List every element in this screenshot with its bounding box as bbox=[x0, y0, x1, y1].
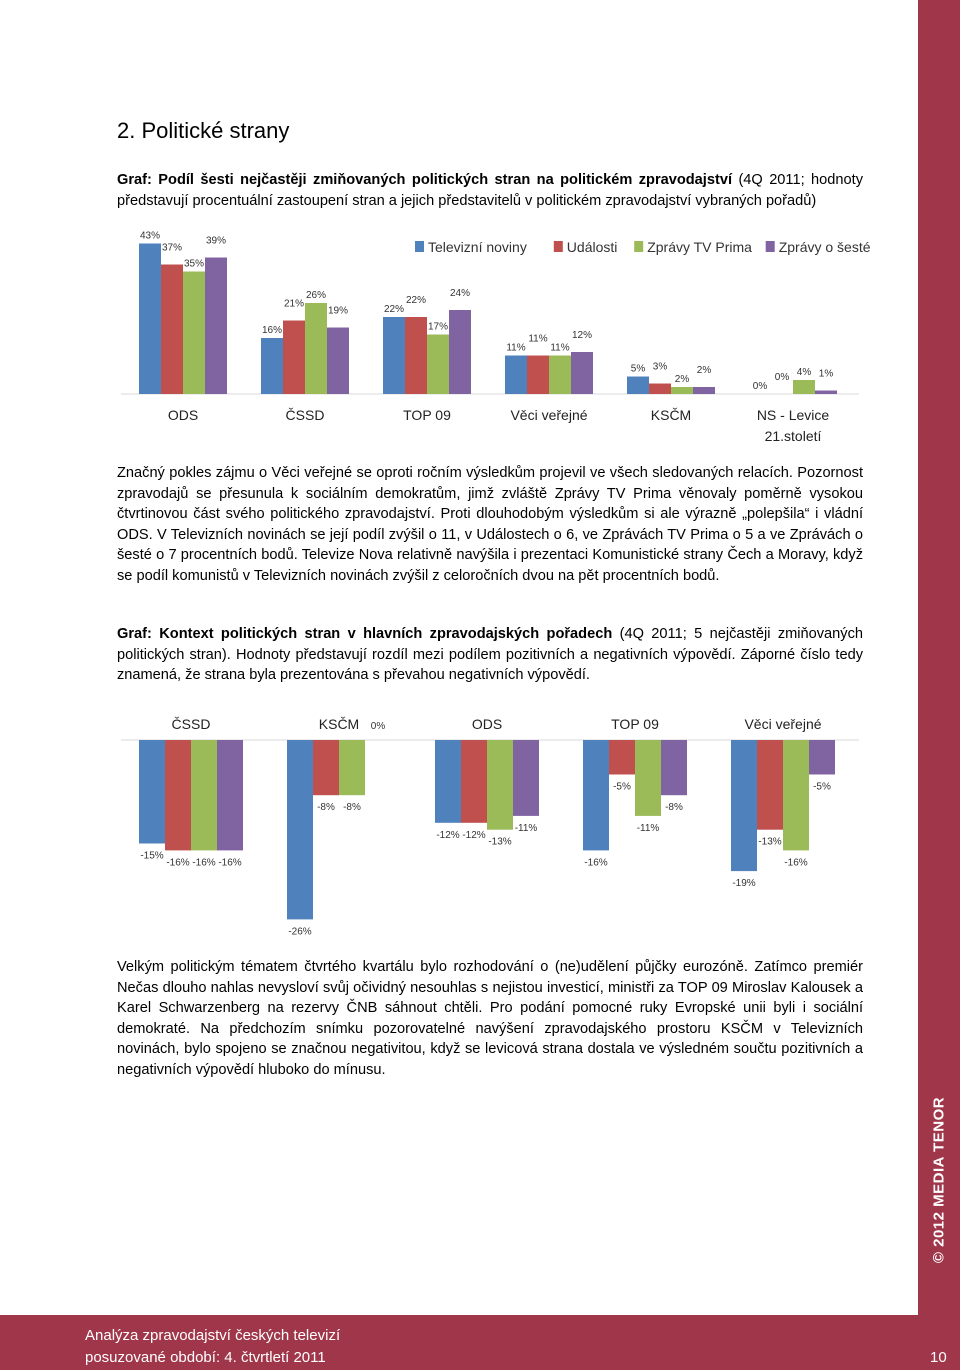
chart1-label-top-09-1: 22% bbox=[383, 304, 405, 315]
chart2-label-top-09-1: -16% bbox=[584, 857, 608, 869]
chart2-bar-ods-2 bbox=[461, 740, 487, 823]
footer-period: posuzované období: 4. čtvrtletí 2011 bbox=[85, 1349, 326, 1366]
chart1-label-veci-verejne-1: 11% bbox=[506, 342, 526, 354]
chart1-label-kscm-4: 2% bbox=[696, 365, 712, 376]
chart1-bar-top-09-2 bbox=[405, 317, 427, 394]
chart1-bar-top-09-4 bbox=[449, 310, 471, 394]
chart1-label-kscm-1: 5% bbox=[630, 363, 646, 375]
chart1-label-top-09-2: 22% bbox=[405, 295, 427, 306]
chart2-bar-kscm-2 bbox=[313, 740, 339, 795]
chart1-category-top-09: TOP 09 bbox=[403, 407, 451, 423]
chart1-bar-veci-verejne-1 bbox=[505, 356, 527, 395]
chart1-bar-top-09-3 bbox=[427, 335, 449, 395]
chart1-legend-zpravy-tv-prima: Zprávy TV Prima bbox=[647, 239, 752, 255]
chart1-label-kscm-2: 3% bbox=[652, 361, 668, 373]
chart1-bar-kscm-1 bbox=[627, 377, 649, 395]
chart1-legend-swatch-3 bbox=[634, 241, 643, 252]
chart2-bar-ods-4 bbox=[513, 740, 539, 816]
paragraph-1-part-a: Značný pokles zájmu o Věci veřejné se oproti ročním výsledkům projevil ve všech sledovaných relacích. Pozornost zpravodajů se přesunula k sociálním demokratům, jimž zvláště Zprávy TV Prima věnovaly poměrně vysokou čtvrtinovou část svého politického zpravodajství. Proti dlouhodobým výsledkům si ale výrazně „polepšila“ i vládní ODS. bbox=[117, 465, 863, 543]
chart2-bar-veci-verejne-2 bbox=[757, 740, 783, 830]
graph1-caption-bold: Graf: Podíl šesti nejčastěji zmiňovaných politických stran na politickém zpravodajství bbox=[117, 172, 733, 188]
chart2-label-ods-4: -11% bbox=[514, 822, 538, 834]
graph2-caption-rest: (4Q 2011; 5 nejčastěji zmiňovaných politických stran). Hodnoty představují rozdíl mezi podílem pozitivních a negativních výpovědí. Záporné číslo tedy znamená, že strana byla prezentována s převahou negativních výpovědí. bbox=[117, 626, 863, 683]
chart2-category-ods: ODS bbox=[471, 716, 503, 732]
graph2-caption-bold: Graf: Kontext politických stran v hlavních zpravodajských pořadech bbox=[117, 626, 613, 642]
chart2-bar-ods-1 bbox=[435, 740, 461, 823]
chart1-bar-kscm-3 bbox=[671, 387, 693, 394]
chart1-legend-swatch-4 bbox=[766, 241, 775, 252]
chart1-category-veci-verejne: Věci veřejné bbox=[510, 407, 588, 423]
chart2-bar-top-09-1 bbox=[583, 740, 609, 850]
chart1-bar-veci-verejne-3 bbox=[549, 356, 571, 395]
graph1-caption-rest: (4Q 2011; hodnoty představují procentuální zastoupení stran a jejich představitelů v politickém zpravodajství vybraných pořadů) bbox=[117, 172, 863, 209]
footer-title: Analýza zpravodajství českých televizí bbox=[85, 1327, 341, 1344]
chart1-bar-ods-3 bbox=[183, 272, 205, 395]
chart2-label-cssd-4: -16% bbox=[218, 857, 242, 869]
chart1-legend-swatch-1 bbox=[415, 241, 424, 252]
chart2-label-kscm-4: 0% bbox=[370, 721, 386, 732]
chart2-bar-cssd-2 bbox=[165, 740, 191, 850]
chart2-label-cssd-2: -16% bbox=[166, 857, 190, 869]
chart2-label-kscm-2: -8% bbox=[317, 802, 335, 814]
chart1-bar-ns-levice-21-stoleti-4 bbox=[815, 391, 837, 395]
paragraph-1-part-b: V Televizních novinách se její podíl zvýšil o 11, v Událostech o 6, ve Zprávách TV Prima o 5 a ve Zprávách o šesté o 7 procentních bodů. bbox=[117, 526, 863, 563]
chart1-legend-zpravy-o-seste: Zprávy o šesté bbox=[778, 239, 871, 255]
footer bbox=[0, 1315, 960, 1370]
chart1-category-kscm: KSČM bbox=[650, 407, 692, 423]
chart1-label-kscm-3: 2% bbox=[674, 374, 690, 385]
chart2-category-cssd: ČSSD bbox=[171, 716, 211, 732]
chart2-bar-veci-verejne-4 bbox=[809, 740, 835, 775]
chart1-category-ns-levice-21-stoleti: NS - Levice bbox=[756, 407, 830, 423]
chart1-label-veci-verejne-2: 11% bbox=[528, 333, 548, 345]
chart1-legend-televizni-noviny: Televizní noviny bbox=[428, 239, 527, 255]
chart2-category-top-09: TOP 09 bbox=[611, 716, 659, 732]
chart2-label-kscm-1: -26% bbox=[288, 926, 312, 938]
chart1-label-cssd-3: 26% bbox=[305, 290, 327, 301]
chart2-bar-kscm-1 bbox=[287, 740, 313, 919]
chart1-bar-ns-levice-21-stoleti-3 bbox=[793, 380, 815, 394]
chart1-label-top-09-3: 17% bbox=[427, 321, 449, 333]
party-context-chart bbox=[117, 700, 863, 938]
chart1-bar-ods-1 bbox=[139, 244, 161, 395]
chart1-bar-top-09-1 bbox=[383, 317, 405, 394]
chart1-label-ods-3: 35% bbox=[183, 258, 205, 270]
chart1-category-ods: ODS bbox=[167, 407, 199, 423]
chart1-bar-cssd-3 bbox=[305, 303, 327, 394]
chart1-label-cssd-1: 16% bbox=[261, 325, 283, 336]
chart2-bar-ods-3 bbox=[487, 740, 513, 830]
paragraph-1-part-c: Televize Nova relativně navýšila i prezentaci Komunistické strany Čech a Moravy, když se podíl komunistů v Televizních novinách zvýšil z celoročních dvou na pět procentních bodů. bbox=[117, 547, 863, 584]
chart2-category-kscm: KSČM bbox=[318, 716, 360, 732]
chart1-label-ns-levice-21-stoleti-1: 0% bbox=[752, 381, 768, 392]
page-number: 10 bbox=[930, 1349, 947, 1366]
chart2-label-cssd-3: -16% bbox=[192, 857, 216, 869]
paragraph-2-part-b: Zatímco premiér Nečas dlouho nahlas nevysloví svůj očividný nesouhlas s nejistou investicí, ministři za TOP 09 Miroslav Kalousek a Karel Schwarzenberg na rezervy ČNB sáhnout chtěli. bbox=[117, 959, 863, 1016]
chart2-bar-cssd-1 bbox=[139, 740, 165, 844]
graph1-caption bbox=[117, 170, 863, 211]
side-copyright-text: © 2012 MEDIA TENOR bbox=[930, 1096, 948, 1264]
chart2-label-veci-verejne-4: -5% bbox=[813, 781, 831, 793]
chart2-label-veci-verejne-2: -13% bbox=[758, 836, 782, 848]
chart1-bar-cssd-2 bbox=[283, 321, 305, 395]
graph2-caption bbox=[117, 624, 863, 686]
chart1-bar-veci-verejne-2 bbox=[527, 356, 549, 395]
paragraph-2-part-a: Velkým politickým tématem čtvrtého kvartálu bylo rozhodování o (ne)udělení půjčky eurozóně. bbox=[117, 959, 748, 975]
chart1-label-top-09-4: 24% bbox=[449, 288, 471, 299]
chart2-label-top-09-3: -11% bbox=[636, 822, 660, 834]
chart2-label-top-09-4: -8% bbox=[665, 802, 683, 814]
chart2-category-veci-verejne: Věci veřejné bbox=[744, 716, 822, 732]
chart1-bar-ods-4 bbox=[205, 258, 227, 395]
chart1-label-ods-2: 37% bbox=[161, 242, 183, 254]
chart1-category-cssd: ČSSD bbox=[285, 407, 325, 423]
chart2-bar-cssd-4 bbox=[217, 740, 243, 850]
chart1-label-ods-1: 43% bbox=[139, 230, 161, 242]
chart2-label-veci-verejne-1: -19% bbox=[732, 878, 756, 890]
chart2-bar-cssd-3 bbox=[191, 740, 217, 850]
chart1-legend-udalosti: Události bbox=[566, 239, 618, 255]
chart2-bar-veci-verejne-1 bbox=[731, 740, 757, 871]
chart2-label-top-09-2: -5% bbox=[613, 781, 631, 793]
chart1-legend-swatch-2 bbox=[554, 241, 563, 252]
chart1-label-cssd-4: 19% bbox=[327, 305, 349, 317]
chart2-label-ods-1: -12% bbox=[436, 829, 460, 841]
side-copyright bbox=[918, 1080, 960, 1280]
chart1-bar-veci-verejne-4 bbox=[571, 352, 593, 394]
chart1-bar-ods-2 bbox=[161, 265, 183, 395]
chart1-label-ods-4: 39% bbox=[205, 235, 227, 247]
chart2-bar-top-09-2 bbox=[609, 740, 635, 775]
party-share-chart bbox=[117, 228, 871, 453]
paragraph-2-part-c: Pro podání pomocné ruky Evropské unii byli i sociální demokraté. Na předchozím snímku pozorovatelné navýšení zpravodajského prostoru KSČM v Televizních novinách, bylo spojeno se značnou negativitou, když se levicová strana dostala ve výsledném součtu pozitivních a negativních výpovědí hluboko do mínusu. bbox=[117, 1000, 863, 1078]
chart2-bar-top-09-4 bbox=[661, 740, 687, 795]
chart1-category-ns-levice-21-stoleti-line2: 21.století bbox=[764, 428, 822, 444]
chart1-bar-kscm-4 bbox=[693, 387, 715, 394]
chart1-label-ns-levice-21-stoleti-3: 4% bbox=[796, 367, 812, 378]
chart1-label-ns-levice-21-stoleti-4: 1% bbox=[818, 368, 834, 380]
chart1-label-veci-verejne-3: 11% bbox=[550, 342, 570, 354]
chart2-bar-kscm-3 bbox=[339, 740, 365, 795]
chart1-bar-cssd-4 bbox=[327, 328, 349, 395]
chart1-bar-cssd-1 bbox=[261, 338, 283, 394]
section-title: 2. Politické strany bbox=[117, 118, 290, 143]
chart1-label-cssd-2: 21% bbox=[283, 298, 305, 310]
chart2-bar-veci-verejne-3 bbox=[783, 740, 809, 850]
chart2-label-cssd-1: -15% bbox=[140, 850, 164, 862]
chart2-label-ods-3: -13% bbox=[488, 836, 512, 848]
chart1-label-ns-levice-21-stoleti-2: 0% bbox=[774, 372, 790, 383]
paragraph-1 bbox=[117, 463, 863, 586]
paragraph-2 bbox=[117, 957, 863, 1080]
chart2-label-ods-2: -12% bbox=[462, 829, 486, 841]
chart2-bar-top-09-3 bbox=[635, 740, 661, 816]
chart1-label-veci-verejne-4: 12% bbox=[571, 330, 593, 341]
chart1-bar-kscm-2 bbox=[649, 384, 671, 395]
chart2-label-veci-verejne-3: -16% bbox=[784, 857, 808, 869]
chart2-label-kscm-3: -8% bbox=[343, 802, 361, 814]
